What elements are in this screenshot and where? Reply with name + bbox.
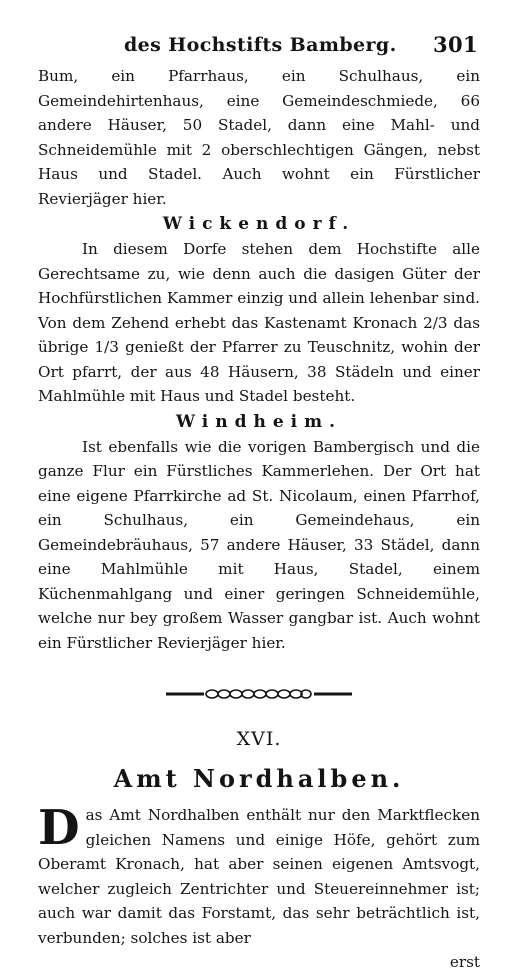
paragraph-wickendorf: In diesem Dorfe stehen dem Hochstifte alle Gerechtsame zu, wie denn auch die dasigen Güter der Hochfürstlichen Kammer einzig und allein lehenbar sind. Von dem Zehend erhebt das Kastenamt Kronach 2/3 das übrige 1/3 genießt der Pfarrer zu Teuschnitz, wohin der Ort pfarrt, der aus 48 Häusern, 38 Städeln und einer Mahlmühle mit Haus und Stadel besteht. xyxy=(38,240,480,405)
chapter-opening xyxy=(38,800,480,950)
section-heading-windheim: Windheim. xyxy=(175,411,343,432)
running-head-title: des Hochstifts Bamberg. xyxy=(124,34,397,56)
chapter-paragraph: as Amt Nordhalben enthält nur den Marktflecken gleichen Namens und einige Höfe, gehört zum Oberamt Kronach, hat aber seinen eigenen Amtsvogt, welcher zugleich Zentrichter und Steuereinnehmer ist; auch war damit das Forstamt, das sehr beträchtlich ist, verbunden; solches ist aber xyxy=(38,806,480,947)
book-page xyxy=(38,30,480,971)
page-number: 301 xyxy=(432,32,478,57)
catchword: erst xyxy=(449,953,480,971)
running-head xyxy=(38,30,480,64)
ornamental-divider-icon xyxy=(164,685,354,703)
paragraph-windheim: Ist ebenfalls wie die vorigen Bambergisch und die ganze Flur ein Fürstliches Kammerlehen. Der Ort hat eine eigene Pfarrkirche ad St. Nicolaum, einen Pfarrhof, ein Schulhaus, ein Gemeindehaus, ein Gemeindebräuhaus, 57 andere Häuser, 33 Städel, dann eine Mahlmühle mit Haus, Stadel, einem Küchenmahlgang und einer geringen Schneidemühle, welche nur bey großem Wasser gangbar ist. Auch wohnt ein Fürstlicher Revierjäger hier. xyxy=(38,437,480,652)
chapter-title: Amt Nordhalben. xyxy=(113,764,405,793)
section-heading-wickendorf: Wickendorf. xyxy=(162,214,356,234)
paragraph-continuation: Bum, ein Pfarrhaus, ein Schulhaus, ein Gemeindehirtenhaus, eine Gemeindeschmiede, 66 andere Häuser, 50 Stadel, dann eine Mahl- und Schneidemühle mit 2 oberschlechtigen Gängen, nebst Haus und Stadel. Auch wohnt ein Fürstlicher Revierjäger hier. xyxy=(38,67,480,208)
chapter-number: XVI. xyxy=(236,728,282,750)
drop-cap: D xyxy=(38,800,80,856)
